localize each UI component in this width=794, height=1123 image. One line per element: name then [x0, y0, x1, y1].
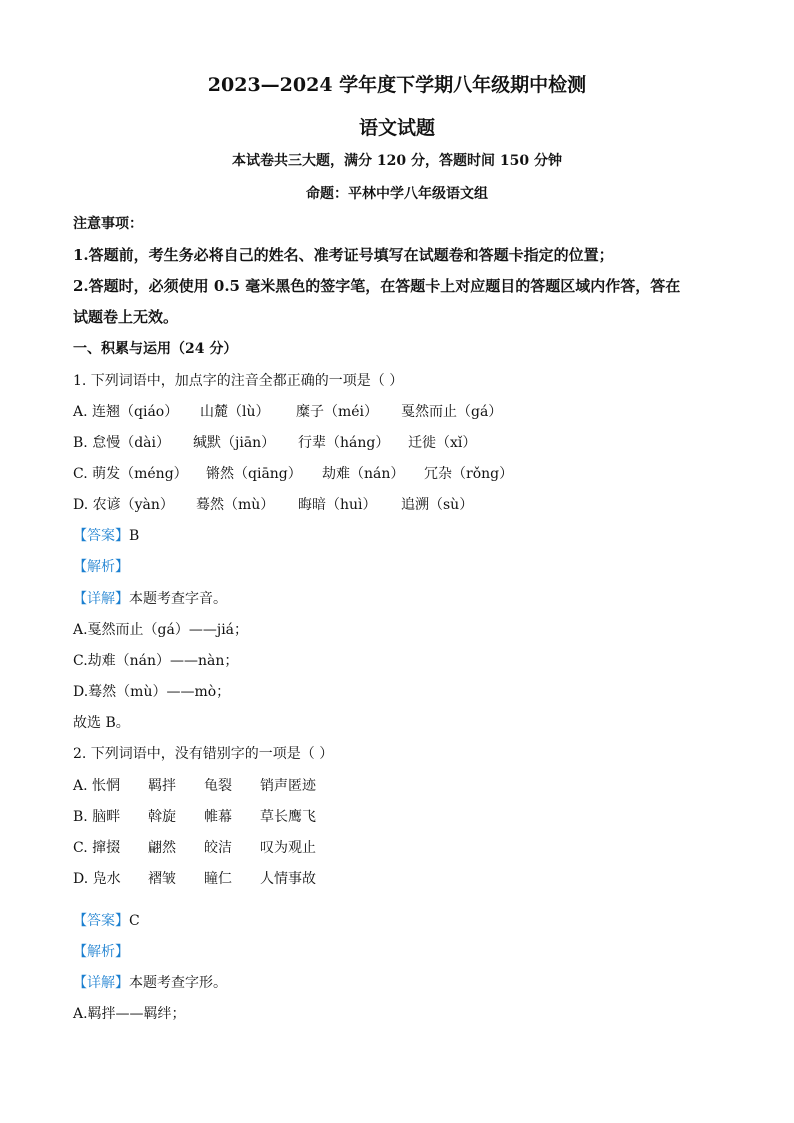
answer-value: C [129, 913, 140, 929]
exam-info: 本试卷共三大题，满分 120 分，答题时间 150 分钟 [232, 153, 562, 169]
notice-item-1: 1.答题前，考生务必将自己的姓名、准考证号填写在试题卷和答题卡指定的位置； [73, 246, 614, 264]
answer-tag: 【答案】 [73, 528, 129, 544]
question-1-stem: 1. 下列词语中，加点字的注音全都正确的一项是（ ） [73, 373, 404, 389]
exam-title: 2023—2024 学年度下学期八年级期中检测 [207, 74, 587, 96]
question-2-answer [73, 910, 140, 930]
question-1-conclusion: 故选 B。 [73, 715, 130, 731]
detail-tag: 【详解】 [73, 975, 129, 991]
answer-value: B [129, 528, 140, 544]
question-2-line-a: A.羁拌——羁绊； [73, 1006, 186, 1022]
question-1-detail: 【详解】本题考查字音。 [73, 591, 227, 607]
question-1-line-d: D.蓦然（mù）——mò； [73, 684, 231, 700]
section-heading: 一、积累与运用（24 分） [73, 341, 238, 357]
answer-tag: 【答案】 [73, 913, 129, 929]
question-1-answer [73, 525, 139, 545]
exam-author: 命题：平林中学八年级语文组 [306, 186, 488, 202]
question-1-line-a: A.戛然而止（gá）——jiá； [73, 622, 249, 638]
question-2-analysis-tag: 【解析】 [73, 944, 129, 960]
question-1-analysis-tag: 【解析】 [73, 559, 129, 575]
detail-tag: 【详解】 [73, 591, 129, 607]
exam-page: 2023—2024 学年度下学期八年级期中检测 语文试题 本试卷共三大题，满分 120 分，答题时间 150 分钟 命题：平林中学八年级语文组 注意事项： 1.答题前，考生务必将自己的姓名、准考证号填写在试题卷和答题卡指定的位置； 2.答题时，必须使用 0.5 毫米黑色的签字笔，在答题卡上对应题目的答题区域内作答，答在 试题卷上无效。 一、积累与运用（24 分） 1. 下列词语中，加点字的注音全都正确的一项是（ ） A. 连翘（qiáo） 山麓（lù） 糜子（méi） 戛然而止（gá） B. 怠慢（dài） 缄默（jiān） 行辈（háng） 迁徙（xǐ） C. 萌发（méng） 锵然（qiāng） 劫难（nán） 冗杂（rǒng） D. 农谚（yàn） 蓦然（mù） 晦暗（huì） 追溯（sù） 【答案】B 【解析】 【详解】本题考查字音。 A.戛然而止（gá）——jiá； C.劫难（nán）——nàn； D.蓦然（mù）——mò； 故选 B。 2. 下列词语中，没有错别字的一项是（ ） A. 怅惘 羁拌 龟裂 销声匿迹 B. 脑畔 斡旋 帷幕 草长鹰飞 C. 撺掇 翩然 皎洁 叹为观止 D. 凫水 褶皱 瞳仁 人情事故 【答案】C 【解析】 【详解】本题考查字形。 A.羁拌——羁绊； [0, 0, 794, 1123]
exam-subtitle: 语文试题 [358, 117, 435, 139]
question-1-line-c: C.劫难（nán）——nàn； [73, 653, 239, 669]
notice-item-2: 2.答题时，必须使用 0.5 毫米黑色的签字笔，在答题卡上对应题目的答题区域内作答，答在 [73, 277, 681, 295]
question-2-detail: 【详解】本题考查字形。 [73, 975, 227, 991]
question-2-stem: 2. 下列词语中，没有错别字的一项是（ ） [73, 746, 334, 762]
notice-heading: 注意事项： [73, 216, 143, 232]
notice-item-2-cont: 试题卷上无效。 [73, 308, 179, 326]
